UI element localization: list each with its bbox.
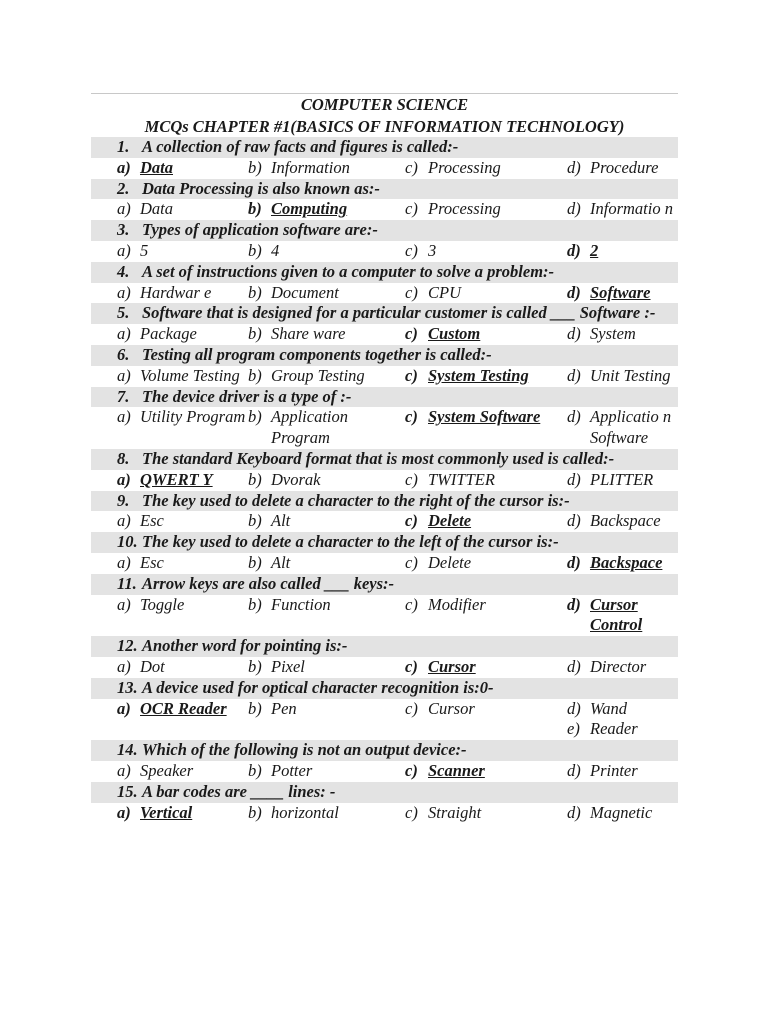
- correct-answer-option: [405, 761, 567, 782]
- question-text: Arrow keys are also called ___ keys:-: [142, 573, 395, 593]
- option-text: Printer: [590, 760, 638, 780]
- question-block: [91, 449, 678, 491]
- answer-option: [405, 158, 567, 179]
- question-text: The standard Keyboard format that is most commonly used is called:-: [142, 448, 615, 468]
- option-text: Hardwar e: [140, 282, 212, 302]
- option-text: Procedure: [590, 157, 659, 177]
- answer-option: [567, 158, 678, 179]
- correct-answer-option: [117, 470, 248, 491]
- answer-option: [567, 366, 678, 387]
- option-text: Esc: [140, 511, 164, 531]
- question-block: [91, 491, 678, 533]
- correct-answer-option: [567, 241, 678, 262]
- answer-option: [248, 595, 405, 637]
- question-row: [91, 387, 678, 408]
- option-letter: b): [248, 199, 262, 219]
- option-letter: b): [248, 760, 262, 780]
- question-block: [91, 345, 678, 387]
- correct-answer-option: [405, 407, 567, 449]
- answer-option: [117, 366, 248, 387]
- question-block: [91, 220, 678, 262]
- question-text: Software that is designed for a particular customer is called ___ Software :-: [142, 303, 656, 323]
- question-row: [91, 491, 678, 512]
- options-row: [91, 553, 678, 574]
- option-text: Modifier: [428, 594, 486, 614]
- option-text: Custom: [428, 324, 481, 344]
- option-text: Straight: [428, 802, 482, 822]
- options-row: [91, 283, 678, 304]
- question-text: Types of application software are:-: [142, 220, 378, 240]
- option-letter: c): [405, 282, 418, 302]
- option-letter: b): [248, 552, 262, 572]
- option-letter: a): [117, 365, 131, 385]
- answer-option: [117, 241, 248, 262]
- answer-option: [117, 761, 248, 782]
- question-number: 15.: [117, 781, 138, 801]
- option-text: Alt: [271, 511, 291, 531]
- option-letter: d): [567, 594, 581, 614]
- option-letter: a): [117, 157, 131, 177]
- option-text: Pen: [271, 698, 297, 718]
- answer-option: [567, 761, 678, 782]
- option-text: Wand: [590, 698, 627, 718]
- option-text: System Testing: [428, 365, 529, 385]
- option-letter: d): [567, 324, 581, 344]
- question-number: 10.: [117, 532, 138, 552]
- options-row: [91, 407, 678, 449]
- option-text: System Software: [428, 407, 541, 427]
- option-text: Package: [140, 324, 197, 344]
- answer-option: [117, 657, 248, 678]
- option-text: 3: [428, 240, 437, 260]
- option-letter: a): [117, 594, 131, 614]
- answer-option: [405, 283, 567, 304]
- option-text: Potter: [271, 760, 313, 780]
- correct-answer-option: [405, 324, 567, 345]
- question-text: A device used for optical character recognition is:0-: [142, 677, 494, 697]
- correct-answer-option: [248, 199, 405, 220]
- option-letter: a): [117, 552, 131, 572]
- option-letter: a): [117, 199, 131, 219]
- correct-answer-option: [567, 283, 678, 304]
- option-text: Dvorak: [271, 469, 321, 489]
- option-text: CPU: [428, 282, 461, 302]
- option-text: Volume Testing: [140, 365, 240, 385]
- answer-option: [567, 699, 678, 741]
- answer-option: [117, 407, 248, 449]
- question-block: [91, 303, 678, 345]
- option-letter: a): [117, 469, 131, 489]
- extra-option: [567, 719, 678, 740]
- options-row: [91, 699, 678, 741]
- answer-option: [567, 407, 678, 449]
- answer-option: [248, 158, 405, 179]
- option-letter: d): [567, 511, 581, 531]
- answer-option: [248, 657, 405, 678]
- question-row: [91, 740, 678, 761]
- answer-option: [248, 699, 405, 741]
- option-letter: c): [405, 157, 418, 177]
- option-text: Data: [140, 199, 173, 219]
- option-text: Magnetic: [590, 802, 653, 822]
- option-letter: d): [567, 760, 581, 780]
- option-text: Informatio n: [590, 199, 673, 219]
- correct-answer-option: [567, 553, 678, 574]
- option-letter: b): [248, 698, 262, 718]
- question-block: [91, 179, 678, 221]
- option-letter: b): [248, 656, 262, 676]
- question-text: Testing all program components together is called:-: [142, 344, 492, 364]
- option-text: Unit Testing: [590, 365, 671, 385]
- options-row: [91, 470, 678, 491]
- question-block: [91, 137, 678, 179]
- question-number: 13.: [117, 677, 138, 697]
- answer-option: [405, 595, 567, 637]
- option-letter: b): [248, 407, 262, 427]
- question-number: 14.: [117, 740, 138, 760]
- option-letter: d): [567, 157, 581, 177]
- option-letter: c): [405, 365, 418, 385]
- option-text: Director: [590, 656, 647, 676]
- correct-answer-option: [405, 657, 567, 678]
- option-letter: a): [117, 240, 131, 260]
- question-text: Another word for pointing is:-: [142, 636, 348, 656]
- option-letter: c): [405, 760, 418, 780]
- answer-option: [248, 283, 405, 304]
- answer-option: [405, 803, 567, 824]
- option-text: Cursor: [428, 656, 476, 676]
- option-text: 5: [140, 240, 149, 260]
- question-block: [91, 678, 678, 740]
- question-number: 7.: [117, 386, 130, 406]
- question-row: [91, 179, 678, 200]
- option-letter: b): [248, 240, 262, 260]
- answer-option: [117, 324, 248, 345]
- option-letter: a): [117, 407, 131, 427]
- option-text: Applicatio n Software: [590, 407, 672, 448]
- question-number: 11.: [117, 573, 137, 593]
- answer-option: [248, 324, 405, 345]
- option-letter: c): [405, 240, 418, 260]
- option-letter: a): [117, 511, 131, 531]
- answer-option: [117, 553, 248, 574]
- option-letter: d): [567, 407, 581, 427]
- option-letter: a): [117, 698, 131, 718]
- option-letter: b): [248, 365, 262, 385]
- option-text: Processing: [428, 199, 501, 219]
- question-block: [91, 532, 678, 574]
- option-text: Cursor Control: [590, 594, 643, 635]
- option-text: Speaker: [140, 760, 194, 780]
- question-block: [91, 387, 678, 449]
- option-letter: c): [405, 199, 418, 219]
- answer-option: [567, 324, 678, 345]
- option-letter: b): [248, 469, 262, 489]
- answer-option: [248, 366, 405, 387]
- option-text: Computing: [271, 199, 348, 219]
- document-header: [91, 94, 678, 137]
- option-letter: c): [405, 594, 418, 614]
- question-row: [91, 574, 678, 595]
- option-letter: b): [248, 157, 262, 177]
- option-text: Scanner: [428, 760, 485, 780]
- options-row: [91, 199, 678, 220]
- correct-answer-option: [117, 803, 248, 824]
- options-row: [91, 511, 678, 532]
- option-letter: c): [405, 469, 418, 489]
- answer-option: [567, 199, 678, 220]
- question-row: [91, 137, 678, 158]
- option-text: 2: [590, 240, 599, 260]
- option-text: Delete: [428, 552, 472, 572]
- answer-option: [117, 595, 248, 637]
- options-row: [91, 761, 678, 782]
- question-block: [91, 636, 678, 678]
- option-letter: d): [567, 552, 581, 572]
- question-number: 8.: [117, 448, 130, 468]
- option-text: Backspace: [590, 552, 663, 572]
- question-row: [91, 262, 678, 283]
- option-letter: b): [248, 802, 262, 822]
- option-text: TWITTER: [428, 469, 495, 489]
- option-text: Data: [140, 157, 173, 177]
- question-text: The key used to delete a character to the right of the cursor is:-: [142, 490, 570, 510]
- option-letter: c): [405, 324, 418, 344]
- options-row: [91, 241, 678, 262]
- option-text: OCR Reader: [140, 698, 227, 718]
- question-block: [91, 782, 678, 824]
- answer-option: [405, 553, 567, 574]
- document-title: COMPUTER SCIENCE: [300, 95, 469, 114]
- option-text: Group Testing: [271, 365, 365, 385]
- options-row: [91, 657, 678, 678]
- question-row: [91, 782, 678, 803]
- option-text: Esc: [140, 552, 164, 572]
- option-text: Information: [271, 157, 350, 177]
- answer-option: [248, 241, 405, 262]
- option-text: 4: [271, 240, 280, 260]
- option-letter: c): [405, 552, 418, 572]
- option-text: Vertical: [140, 802, 193, 822]
- option-text: Delete: [428, 511, 472, 531]
- options-row: [91, 324, 678, 345]
- option-text: Utility Program: [140, 407, 246, 427]
- option-letter: b): [248, 282, 262, 302]
- option-letter: a): [117, 282, 131, 302]
- correct-answer-option: [405, 366, 567, 387]
- question-row: [91, 345, 678, 366]
- answer-option: [567, 470, 678, 491]
- question-number: 5.: [117, 303, 130, 323]
- option-text: Application Program: [271, 407, 348, 448]
- option-text: horizontal: [271, 802, 339, 822]
- answer-option: [248, 407, 405, 449]
- question-text: A collection of raw facts and figures is called:-: [142, 137, 459, 156]
- option-text: System: [590, 324, 636, 344]
- options-row: [91, 803, 678, 824]
- option-letter: d): [567, 282, 581, 302]
- question-number: 3.: [117, 220, 130, 240]
- question-number: 6.: [117, 344, 130, 364]
- answer-option: [117, 283, 248, 304]
- option-letter: c): [405, 698, 418, 718]
- option-letter: c): [405, 511, 418, 531]
- option-letter: d): [567, 240, 581, 260]
- question-number: 12.: [117, 636, 138, 656]
- option-letter: c): [405, 407, 418, 427]
- answer-option: [248, 511, 405, 532]
- option-letter: d): [567, 656, 581, 676]
- option-letter: a): [117, 802, 131, 822]
- question-block: [91, 574, 678, 636]
- answer-option: [405, 199, 567, 220]
- option-text: Alt: [271, 552, 291, 572]
- document-subtitle: MCQs CHAPTER #1(BASICS OF INFORMATION TECHNOLOGY): [144, 116, 625, 136]
- answer-option: [567, 511, 678, 532]
- question-text: The device driver is a type of :-: [142, 386, 352, 406]
- answer-option: [567, 803, 678, 824]
- question-block: [91, 262, 678, 304]
- question-row: [91, 220, 678, 241]
- option-letter: d): [567, 802, 581, 822]
- question-row: [91, 449, 678, 470]
- option-text: PLITTER: [590, 469, 654, 489]
- answer-option: [117, 511, 248, 532]
- question-block: [91, 740, 678, 782]
- option-letter: c): [405, 656, 418, 676]
- correct-answer-option: [567, 595, 678, 637]
- option-text: Software: [590, 282, 651, 302]
- question-row: [91, 636, 678, 657]
- option-text: Pixel: [271, 656, 305, 676]
- option-text: Backspace: [590, 511, 661, 531]
- options-row: [91, 366, 678, 387]
- question-text: Which of the following is not an output device:-: [142, 740, 467, 760]
- correct-answer-option: [117, 158, 248, 179]
- question-number: 2.: [117, 178, 130, 198]
- option-letter: a): [117, 656, 131, 676]
- question-row: [91, 532, 678, 553]
- answer-option: [248, 470, 405, 491]
- option-letter: b): [248, 511, 262, 531]
- answer-option: [117, 199, 248, 220]
- option-letter: a): [117, 760, 131, 780]
- options-row: [91, 595, 678, 637]
- option-letter: d): [567, 469, 581, 489]
- option-text: QWERT Y: [140, 469, 213, 489]
- question-list: [91, 137, 678, 823]
- answer-option: [248, 761, 405, 782]
- answer-option: [567, 657, 678, 678]
- answer-option: [405, 470, 567, 491]
- question-row: [91, 678, 678, 699]
- option-text: Share ware: [271, 324, 346, 344]
- mcq-document: [91, 93, 678, 823]
- option-letter: b): [248, 324, 262, 344]
- option-text: Toggle: [140, 594, 185, 614]
- option-text: Cursor: [428, 698, 475, 718]
- option-letter: d): [567, 698, 581, 718]
- question-text: The key used to delete a character to the left of the cursor is:-: [142, 532, 559, 552]
- option-text: Document: [271, 282, 339, 302]
- question-text: Data Processing is also known as:-: [142, 178, 380, 198]
- correct-answer-option: [117, 699, 248, 741]
- question-number: 1.: [117, 137, 130, 156]
- question-text: A bar codes are ____ lines: -: [142, 781, 336, 801]
- option-letter: d): [567, 199, 581, 219]
- option-letter: e): [567, 719, 580, 739]
- option-text: Reader: [590, 719, 638, 739]
- option-text: Dot: [140, 656, 165, 676]
- question-number: 9.: [117, 490, 130, 510]
- options-row: [91, 158, 678, 179]
- option-text: Processing: [428, 157, 501, 177]
- answer-option: [405, 699, 567, 741]
- correct-answer-option: [405, 511, 567, 532]
- answer-option: [405, 241, 567, 262]
- option-letter: d): [567, 365, 581, 385]
- question-text: A set of instructions given to a computer to solve a problem:-: [142, 261, 555, 281]
- option-letter: c): [405, 802, 418, 822]
- option-text: Function: [271, 594, 331, 614]
- answer-option: [248, 803, 405, 824]
- question-row: [91, 303, 678, 324]
- option-letter: a): [117, 324, 131, 344]
- answer-option: [248, 553, 405, 574]
- question-number: 4.: [117, 261, 130, 281]
- option-letter: b): [248, 594, 262, 614]
